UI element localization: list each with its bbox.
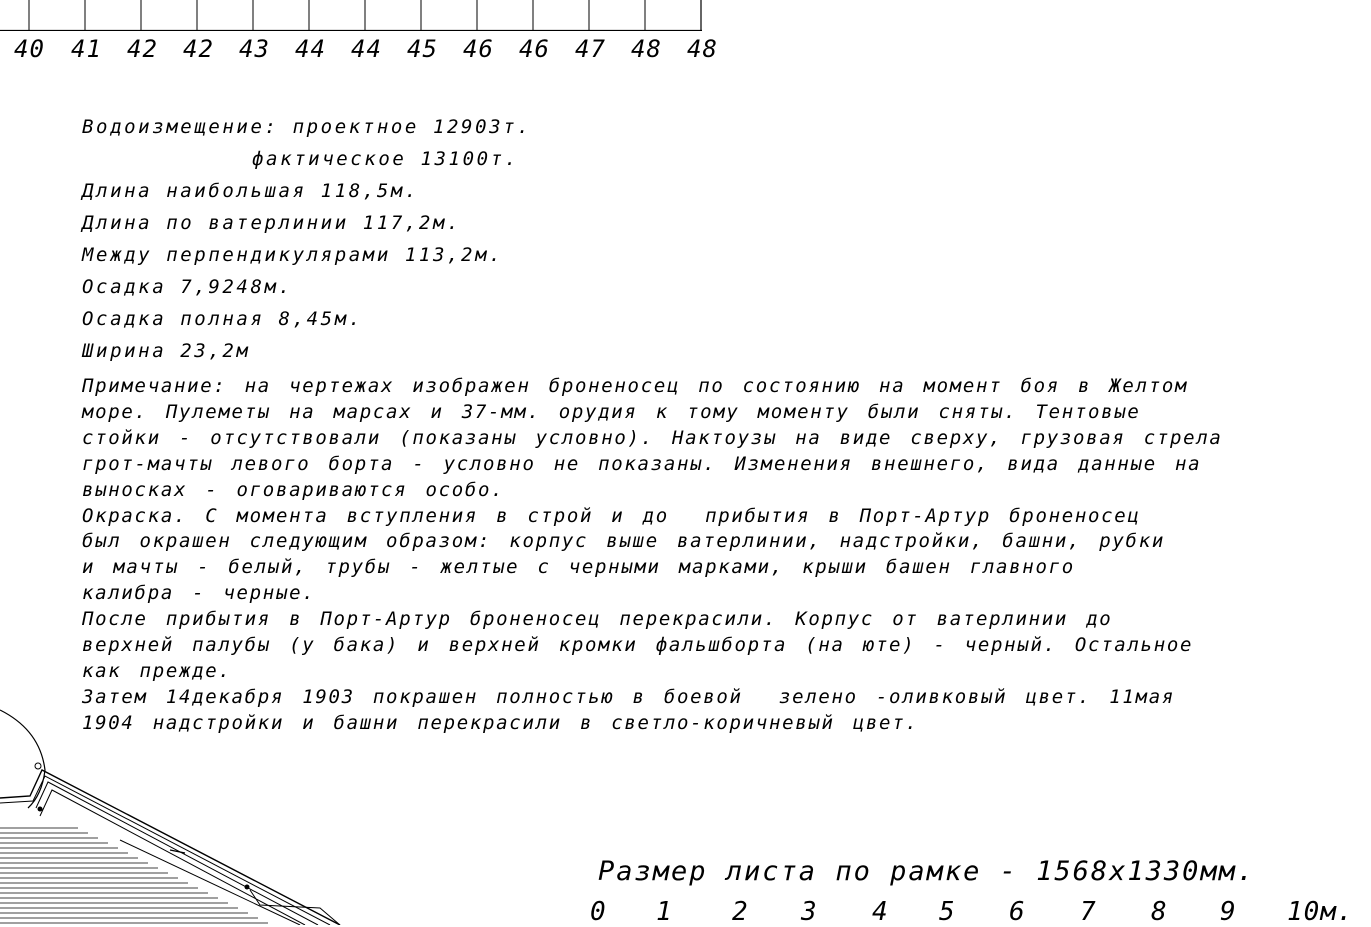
note-line: грот-мачты левого борта - условно не показаны. Изменения внешнего, вида данные на xyxy=(82,452,1202,475)
frame-label: 45 xyxy=(407,35,438,63)
spec-displacement-design: Водоизмещение: проектное 12903т. xyxy=(82,116,532,138)
spec-length-waterline: Длина по ватерлинии 117,2м. xyxy=(82,212,462,234)
note-line: как прежде. xyxy=(82,659,232,682)
frame-label: 41 xyxy=(71,35,102,63)
note-line: Окраска. С момента вступления в строй и до прибытия в Порт-Артур броненосец xyxy=(82,504,1141,527)
frame-label: 42 xyxy=(183,35,214,63)
sheet-size-label: Размер листа по рамке - 1568х1330мм. xyxy=(598,856,1256,887)
spec-beam: Ширина 23,2м xyxy=(82,340,251,362)
scale-label: 9 xyxy=(1220,897,1237,927)
frame-label: 46 xyxy=(519,35,550,63)
note-line: После прибытия в Порт-Артур броненосец перекрасили. Корпус от ватерлинии до xyxy=(82,608,1113,631)
frame-label: 43 xyxy=(239,35,270,63)
scale-label: 3 xyxy=(801,897,818,927)
frame-label: 40 xyxy=(14,35,45,63)
note-line: калибра - черные. xyxy=(82,582,316,605)
frame-label: 44 xyxy=(295,35,326,63)
frame-label: 44 xyxy=(351,35,382,63)
scale-label: 1 xyxy=(656,897,673,927)
frame-ruler xyxy=(0,0,702,31)
scale-label: 2 xyxy=(732,897,749,927)
spec-draft: Осадка 7,9248м. xyxy=(82,276,293,298)
scale-label: 10м. xyxy=(1287,897,1354,927)
scale-label: 6 xyxy=(1009,897,1026,927)
note-line: верхней палубы (у бака) и верхней кромки фальшборта (на юте) - черный. Остальное xyxy=(82,634,1194,657)
spec-length-perpendiculars: Между перпендикулярами 113,2м. xyxy=(82,244,504,266)
scale-label: 8 xyxy=(1151,897,1168,927)
spec-displacement-actual: фактическое 13100т. xyxy=(252,148,519,170)
frame-label: 48 xyxy=(687,35,718,63)
note-line: выносках - оговариваются особо. xyxy=(82,478,505,501)
frame-label: 46 xyxy=(463,35,494,63)
note-line: Затем 14декабря 1903 покрашен полностью в боевой зелено -оливковый цвет. 11мая xyxy=(82,685,1175,708)
hull-drawing-fragment xyxy=(0,700,380,925)
note-line: 1904 надстройки и башни перекрасили в светло-коричневый цвет. xyxy=(82,711,919,734)
frame-label: 42 xyxy=(127,35,158,63)
note-line: был окрашен следующим образом: корпус выше ватерлинии, надстройки, башни, рубки xyxy=(82,530,1165,553)
note-line: стойки - отсутствовали (показаны условно). Нактоузы на виде сверху, грузовая стрела xyxy=(82,426,1223,449)
scale-label: 0 xyxy=(590,897,607,927)
spec-draft-full: Осадка полная 8,45м. xyxy=(82,308,363,330)
note-line: Примечание: на чертежах изображен броненосец по состоянию на момент боя в Желтом xyxy=(82,375,1189,397)
scale-label: 7 xyxy=(1080,897,1097,927)
note-line: и мачты - белый, трубы - желтые с черными марками, крыши башен главного xyxy=(82,556,1075,579)
note-line: море. Пулеметы на марсах и 37-мм. орудия к тому моменту были сняты. Тентовые xyxy=(82,400,1141,423)
spec-length-overall: Длина наибольшая 118,5м. xyxy=(82,180,419,202)
frame-label: 48 xyxy=(631,35,662,63)
drawing-note xyxy=(82,374,1352,737)
scale-label: 5 xyxy=(939,897,956,927)
frame-label: 47 xyxy=(575,35,606,63)
scale-label: 4 xyxy=(872,897,889,927)
